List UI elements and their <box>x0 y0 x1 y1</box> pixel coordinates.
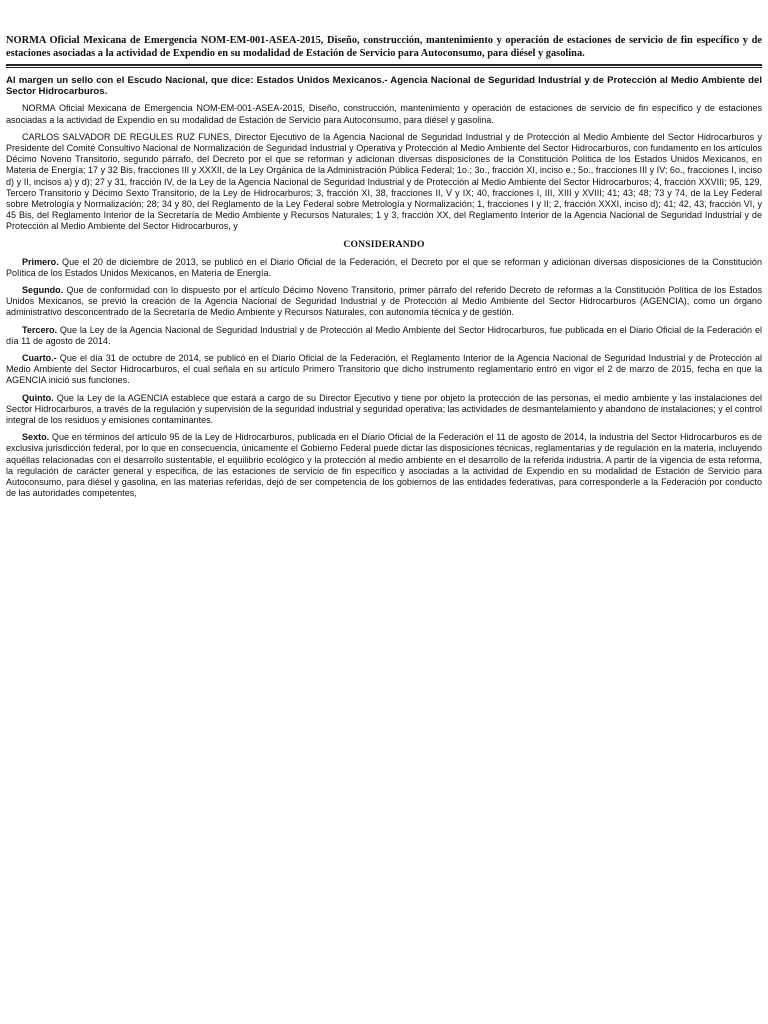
considerando-text: Que el 20 de diciembre de 2013, se publicó en el Diario Oficial de la Federación, el Decreto por el que se reforman y adicionan diversas disposiciones de la Constitución Política de los Estados Unidos Mexicanos, en Materia de Energía. <box>6 256 762 278</box>
considerando-lead: Primero. <box>22 256 59 267</box>
considerando-item <box>6 285 762 319</box>
considerando-heading: CONSIDERANDO <box>343 238 425 250</box>
document-title: NORMA Oficial Mexicana de Emergencia NOM-EM-001-ASEA-2015, Diseño, construcción, mantenimiento y operación de estaciones de servicio de fin específico y de estaciones asociadas a la actividad de Expendio en su modalidad de Estación de Servicio para Autoconsumo, para diésel y gasolina. <box>6 35 762 59</box>
margin-note: Al margen un sello con el Escudo Nacional, que dice: Estados Unidos Mexicanos.- Agencia Nacional de Seguridad Industrial y de Protección al Medio Ambiente del Sector Hidrocarburos. <box>6 75 762 98</box>
considerando-lead: Quinto. <box>22 392 54 403</box>
considerando-text: Que la Ley de la AGENCIA establece que estará a cargo de su Director Ejecutivo y tiene por objeto la protección de las personas, el medio ambiente y las instalaciones del Sector Hidrocarburos, a través de la regulación y supervisión de la seguridad industrial y seguridad operativa; las actividades de desmantelamiento y abandono de instalaciones; y el control integral de los residuos y emisiones contaminantes. <box>6 392 762 426</box>
considerando-item <box>6 257 762 279</box>
considerando-text: Que en términos del artículo 95 de la Ley de Hidrocarburos, publicada en el Diario Oficial de la Federación el 11 de agosto de 2014, la industria del Sector Hidrocarburos es de exclusiva jurisdicción federal, por lo que en consecuencia, únicamente el Gobierno Federal puede dictar las disposiciones técnicas, reglamentarias y de regulación en la materia, incluyendo aquéllas relacionadas con el desarrollo sustentable, el equilibrio ecológico y la protección al medio ambiente en el desarrollo de la referida industria. A partir de la vigencia de esta reforma, la regulación de carácter general y específica, de las estaciones de servicio de fin específico y asociadas a la actividad de Expendio en su modalidad de Estación de Servicio para Autoconsumo, para diésel y gasolina, en las materias referidas, dejó de ser competencia de los gobiernos de las entidades federativas, para corresponderle a la Federación por conducto de las autoridades competentes, <box>6 432 762 499</box>
document-page <box>0 0 768 500</box>
authority-paragraph: CARLOS SALVADOR DE REGULES RUZ FUNES, Director Ejecutivo de la Agencia Nacional de Seguridad Industrial y de Protección al Medio Ambiente del Sector Hidrocarburos y Presidente del Comité Consultivo Nacional de Normalización de Seguridad Industrial y Operativa y Protección al Medio Ambiente del Sector Hidrocarburos, con fundamento en los artículos Décimo Noveno Transitorio, segundo párrafo, del Decreto por el que se reforman y adicionan diversas disposiciones de la Constitución Política de los Estados Unidos Mexicanos, en Materia de Energía; 17 y 32 Bis, fracciones III y XXXII, de la Ley Orgánica de la Administración Pública Federal; 1o.; 3o., fracción XI, inciso e.; 5o., fracciones III y IV; 6o., fracciones I, inciso d) y II, incisos a) y d); 27 y 31, fracción IV, de la Ley de la Agencia Nacional de Seguridad Industrial y de Protección al Medio Ambiente del Sector Hidrocarburos; 4, fracción XXVIII; 95, 129, Tercero Transitorio y Décimo Sexto Transitorio, de la Ley de Hidrocarburos; 3, fracción XI, 38, fracciones II, V y IX; 40, fracciones I, III, XIII y XVIII; 41; 43; 48; 73 y 74, de la Ley Federal sobre Metrología y Normalización; 28; 34 y 80, del Reglamento de la Ley Federal sobre Metrología y Normalización; 1, fracciones I y II; 2, fracción XXXI, inciso d); 41; 42, 43, fracción VI, y 45 Bis, del Reglamento Interior de la Secretaría de Medio Ambiente y Recursos Naturales; 1 y 3, fracción XX, del Reglamento Interior de la Agencia Nacional de Seguridad Industrial y de Protección al Medio Ambiente del Sector Hidrocarburos, y <box>6 131 762 232</box>
considerando-item <box>6 325 762 347</box>
considerando-text: Que la Ley de la Agencia Nacional de Seguridad Industrial y de Protección al Medio Ambiente del Sector Hidrocarburos, fue publicada en el Diario Oficial de la Federación el día 11 de agosto de 2014. <box>6 324 762 346</box>
intro-paragraph: NORMA Oficial Mexicana de Emergencia NOM-EM-001-ASEA-2015, Diseño, construcción, mantenimiento y operación de estaciones de servicio de fin específico y de estaciones asociadas a la actividad de Expendio en su modalidad de Estación de Servicio para Autoconsumo, para diésel y gasolina. <box>6 103 762 125</box>
considerando-lead: Cuarto.- <box>22 353 57 364</box>
considerando-item <box>6 353 762 387</box>
considerando-item <box>6 393 762 427</box>
title-divider-thick <box>6 64 762 66</box>
considerando-lead: Sexto. <box>22 432 50 443</box>
considerando-text: Que de conformidad con lo dispuesto por el artículo Décimo Noveno Transitorio, primer párrafo del referido Decreto de reformas a la Constitución Política de los Estados Unidos Mexicanos, se previó la creación de la Agencia Nacional de Seguridad Industrial y de Protección al Medio Ambiente del Sector Hidrocarburos (AGENCIA), como un órgano administrativo desconcentrado de la Secretaría de Medio Ambiente y Recursos Naturales, con autonomía técnica y de gestión. <box>6 285 762 318</box>
title-divider-thin <box>6 67 762 68</box>
considerando-item <box>6 432 762 499</box>
considerando-text: Que el día 31 de octubre de 2014, se publicó en el Diario Oficial de la Federación, el Reglamento Interior de la Agencia Nacional de Seguridad Industrial y de Protección al Medio Ambiente del Sector Hidrocarburos, el cual señala en su artículo Primero Transitorio que dicho instrumento reglamentario entró en vigor el 2 de marzo de 2015, fecha en que la AGENCIA inició sus funciones. <box>6 353 762 386</box>
considerando-lead: Segundo. <box>22 285 64 296</box>
considerando-lead: Tercero. <box>22 324 58 335</box>
